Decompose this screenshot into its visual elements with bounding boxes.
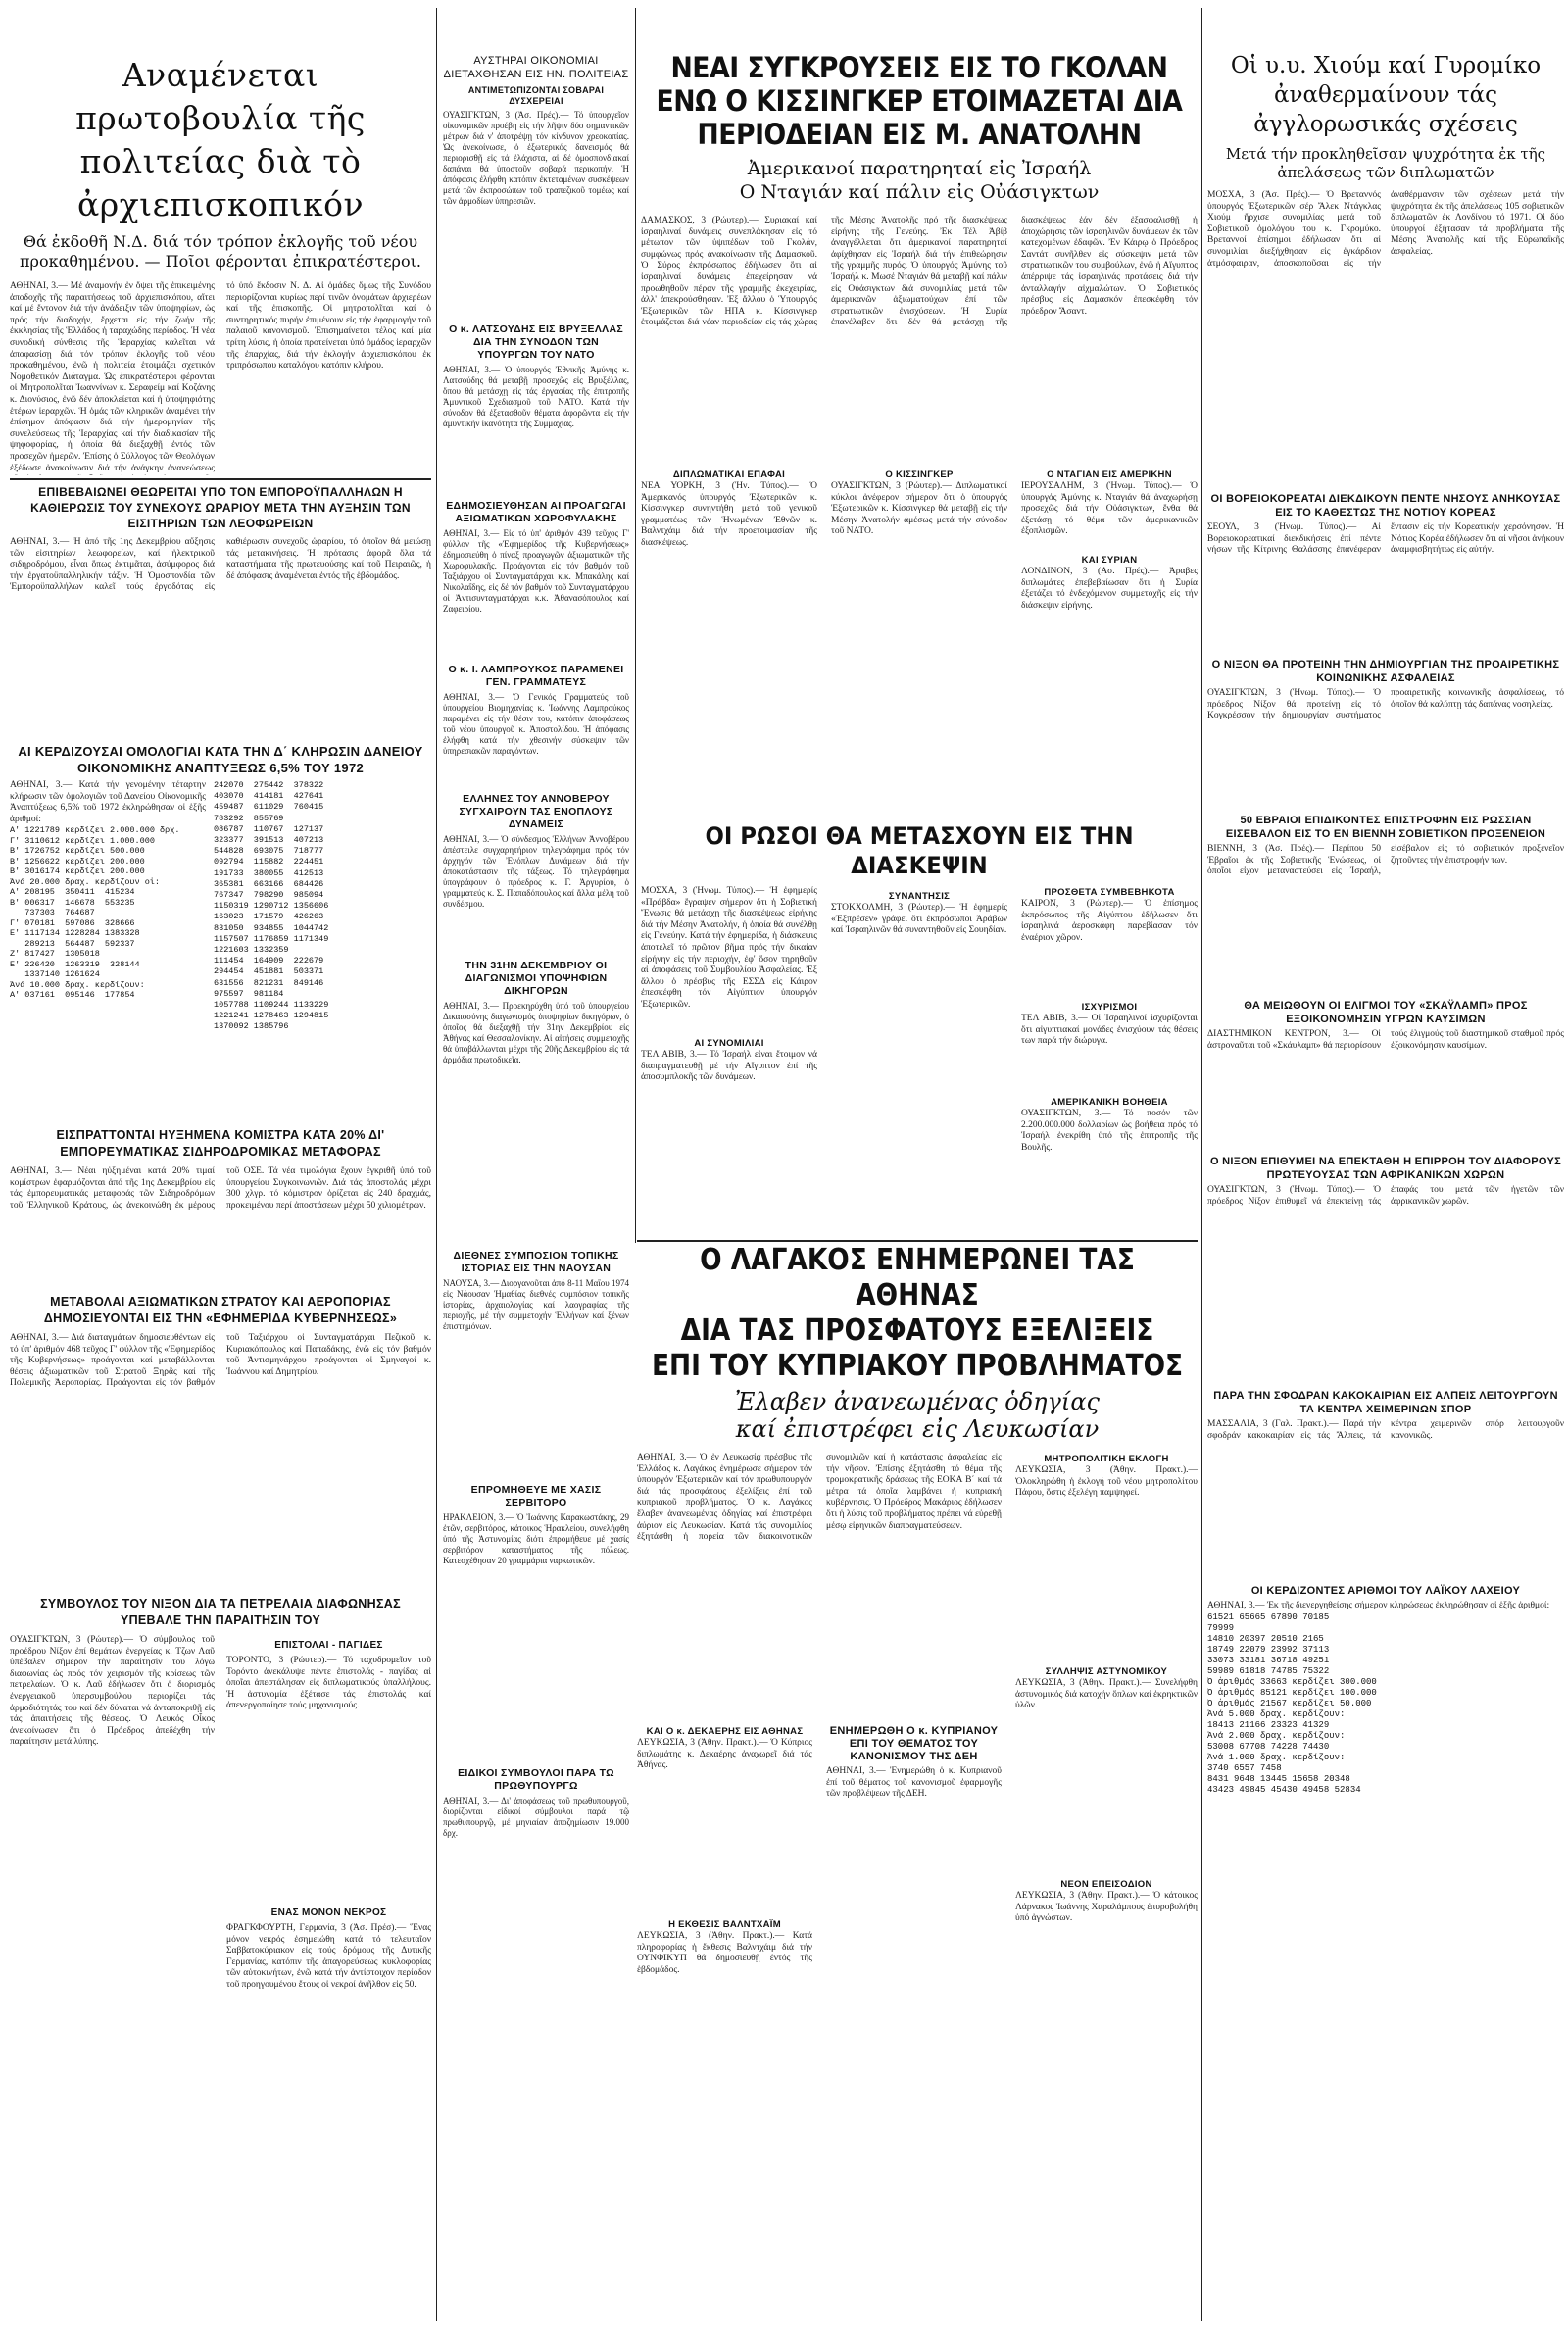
archbishop-subhead: Θά ἐκδοθῆ Ν.Δ. διά τόν τρόπον ἐκλογῆς τοῦ νέου προκαθημένου. — Ποῖοι φέρονται ἐπικρατέστεροι. [20,232,421,271]
police-arrest-body: ΛΕΥΚΩΣΙΑ, 3 (Ἀθην. Πρακτ.).— Συνελήφθη ἀστυνομικός διά κατοχήν ὅπλων καί ἐκρηκτικῶν ὑλῶν. [1015,1678,1198,1711]
russians-story [641,821,1198,1233]
diplomatic-contacts-body: ΝΕΑ ΥΟΡΚΗ, 3 (Ἡν. Τύπος).— Ὁ Ἀμερικανός ὑπουργός Ἐξωτερικῶν κ. Κίσσινγκερ συνηντήθη μετά τοῦ γενικοῦ γραμματέως τῶν Ἡνωμένων Ἐθνῶν κ. Βαλντχάιμ διά τήν προετοιμασίαν τῆς διασκέψεως. [641,481,817,548]
meeting-headline: ΣΥΝΑΝΤΗΣΙΣ [888,891,951,902]
column-divider [436,8,437,2321]
syria-headline: ΚΑΙ ΣΥΡΙΑΝ [1081,555,1138,566]
lottery-numbers: 61521 65665 67890 70185 79999 14810 20397 20510 2165 18749 22079 23992 37113 33073 33181 36718 49251 59989 61818 74785 75322 Ὁ ἀριθμός 33663 κερδίζει 300.000 Ὁ ἀριθμός 85121 κερδίζει 100.000 Ὁ ἀριθμός 21567 κερδίζει 50.000 Ἀνά 5.000 δραχ. κερδίζουν: 18413 21166 23323 41329 Ἀνά 2.000 δραχ. κερδίζουν: 53008 67708 74228 74430 Ἀνά 1.000 δραχ. κερδίζουν: 3740 6557 7458 8431 9648 13445 15658 20348 43423 49845 45430 49458 52834 [1207,1611,1377,1795]
incidents-headline: ΠΡΟΣΘΕΤΑ ΣΥΜΒΕΒΗΚΟΤΑ [1044,887,1175,898]
north-korea-body: ΣΕΟΥΛ, 3 (Ἡνωμ. Τύπος).— Αἱ Βορειοκορεατικαί διεκδικήσεις ἐπί πέντε νήσων τῆς Κίτρινης Θαλάσσης ἐπανέφεραν ἔντασιν εἰς τήν Κορεατικήν χερσόνησον. Ἡ Νότιος Κορέα ἐδήλωσεν ὅτι αἱ νῆσοι ἀνήκουν ἀναμφισβητήτως εἰς αὐτήν. [1207,522,1564,556]
oil-advisor-body: ΟΥΑΣΙΓΚΤΩΝ, 3 (Ρώυτερ).— Ὁ σύμβουλος τοῦ προέδρου Νίξον ἐπί θεμάτων ἐνεργείας κ. Τζων Λαῦ ὑπέβαλεν σήμερον τήν παραίτησίν του λόγω διαφωνίας ὡς πρός τόν χειρισμόν τῆς κρίσεως τῶν πετρελαίων. Ὁ κ. Λαῦ ἐδήλωσεν ὅτι ὁ διορισμός ἐνεργειακοῦ ὑπερσυμβούλου περιορίζει τάς ἁρμοδιότητάς του καί δέν δύναται νά ἀνταποκριθῇ εἰς τάς ἀπαιτήσεις τῆς θέσεως. Ὁ Λευκός Οἶκος ἀνεκοίνωσεν ὅτι ὁ Πρόεδρος ἀπεδέχθη τήν παραίτησιν μετά λύπης. [10,1635,215,1748]
jews-vienna-body: ΒΙΕΝΝΗ, 3 (Ἀσ. Πρές).— Περίπου 50 Ἑβραῖοι ἐκ τῆς Σοβιετικῆς Ἑνώσεως, οἱ ὁποῖοι εἶχον μεταναστεύσει εἰς Ἰσραήλ, εἰσέβαλον εἰς τό σοβιετικόν προξενεῖον ζητοῦντες τήν ἐπιστροφήν των. [1207,844,1564,877]
diplomatic-contacts-headline: ΔΙΠΛΩΜΑΤΙΚΑΙ ΕΠΑΦΑΙ [672,470,786,480]
nato-minister-headline: Ο κ. ΛΑΤΣΟΥΔΗΣ ΕΙΣ ΒΡΥΞΕΛΛΑΣ ΔΙΑ ΤΗΝ ΣΥΝΟΔΟΝ ΤΩΝ ΥΠΟΥΡΓΩΝ ΤΟΥ ΝΑΤΟ [449,323,623,361]
cyprus-body: ΑΘΗΝΑΙ, 3.— Ὁ ἐν Λευκωσίᾳ πρέσβυς τῆς Ἑλλάδος κ. Λαγάκος ἐνημέρωσε σήμερον τόν ὑπουργόν Ἐξωτερικῶν καί τόν πρωθυπουργόν διά τάς προσφάτους ἐξελίξεις ἐπί τοῦ κυπριακοῦ προβλήματος. Ὁ κ. Λαγάκος ἔλαβεν ἀνανεωμένας ὁδηγίας καί ἐπιστρέφει ἀύριον εἰς Λευκωσίαν. Κατά τάς συνομιλίας ἐξητάσθη ἡ πορεία τῶν διακοινοτικῶν συνομιλιῶν καί ἡ κατάστασις ἀσφαλείας εἰς τήν νῆσον. Ἐπίσης ἐξητάσθη τό θέμα τῆς τρομοκρατικῆς δράσεως τῆς ΕΟΚΑ Β΄ καί τά μέτρα τά ὁποῖα λαμβάνει ἡ κυπριακή κυβέρνησις. Ὁ Πρόεδρος Μακάριος ἐδήλωσεν ὅτι ἡ λύσις τοῦ προβλήματος πρέπει νά εὑρεθῇ μέσῳ εἰρηνικῶν διαπραγματεύσεων. [637,1453,1002,1543]
cyprus-headline-1: Ο ΛΑΓΑΚΟΣ ΕΝΗΜΕΡΩΝΕΙ ΤΑΣ ΑΘΗΝΑΣ [700,1243,1135,1312]
talks-headline: ΑΙ ΣΥΝΟΜΙΛΙΑΙ [694,1038,764,1049]
gendarmerie-body: ΑΘΗΝΑΙ, 3.— Εἰς τό ὑπ' ἀριθμόν 439 τεῦχος Γ' φύλλον τῆς «Ἐφημερίδος τῆς Κυβερνήσεως» ἐδημοσιεύθη ὁ πίναξ προαγωγῶν ἀξιωματικῶν τῆς Χωροφυλακῆς. Προάγονται εἰς τόν βαθμόν τοῦ Ταξιάρχου οἱ Συνταγματάρχαι κ.κ. Μπακάλης καί Νικολαΐδης, εἰς δέ τόν βαθμόν τοῦ Συνταγματάρχου οἱ Ἀντισυνταγματάρχαι κ.κ. Ἀθανασόπουλος καί Ζαφειρίου. [443,528,629,614]
secretary-body: ΑΘΗΝΑΙ, 3.— Ὁ Γενικός Γραμματεύς τοῦ ὑπουργείου Βιομηχανίας κ. Ἰωάννης Λαμπρούκος παραμένει εἰς τήν θέσιν του, κατόπιν ἀποφάσεως τοῦ νέου ὑπουργοῦ κ. Ἀποστολίδου. Ἡ ἀπόφασις ἐλήφθη κατά τήν χθεσινήν σύσκεψιν τῶν ὑπηρεσιακῶν παραγόντων. [443,692,629,756]
archbishop-body: ΑΘΗΝΑΙ, 3.— Μέ ἀναμονήν ἐν ὄψει τῆς ἐπικειμένης ἀποδοχῆς τῆς παραιτήσεως τοῦ ἀρχιεπισκόπου, αἴτει καί μέ ἔντονον διά τήν ἀνάδειξιν τῶν ὑποψηφίων, ὡς πρός τήν διαδοχήν, ἔρχεται εἰς τήν ζωήν τῆς ἐκκλησίας τῆς Ἑλλάδος ἡ ταραχώδης περίοδος. Ἡ νέα συνοδική σύνθεσις τῆς Ἱεραρχίας καλεῖται νά ἀποφασίσῃ διά τόν τρόπον ἐκλογῆς τοῦ νέου προκαθημένου, ἐνῶ ἡ πολιτεία ἑτοιμάζει σχετικόν Νομοθετικόν Διάταγμα. Ὡς ἐπικρατέστεροι φέρονται οἱ Μητροπολῖται Ἰωαννίνων κ. Σεραφείμ καί Κοζάνης κ. Διονύσιος, ἐνῶ δέν ἀποκλείεται καί ἡ ὑποψηφιότης ἑτέρων ἱεραρχῶν. Ἡ ὁμάς τῶν κληρικῶν ἀναμένει τήν ἐπίσημον ἀπόφασιν διά τήν ἡμερομηνίαν τῆς συνελεύσεως τῆς Ἱεραρχίας καί τήν διαδικασίαν τῆς ψηφοφορίας, ἡ ὁποία θά διεξαχθῇ ἐντός τῶν προσεχῶν ἡμερῶν. Ἐπίσης ὁ Σύλλογος τῶν Θεολόγων ἐξέδωσε ἀνακοίνωσιν διά τήν ἀνάγκην ἀνανεώσεως [10,281,215,473]
lawyers-story [443,960,629,1094]
archbishop-story [10,54,431,475]
claims-body: ΤΕΛ ΑΒΙΒ, 3.— Οἱ Ἰσραηλινοί ἰσχυρίζονται ὅτι αἰγυπτιακαί μονάδες ἐνισχύουν τάς θέσεις των παρά τήν διώρυγα. [1021,1014,1198,1047]
golan-subhead-2: Ο Νταγιάν καί πάλιν εἰς Οὐάσιγκτων [739,181,1100,203]
austerity-subhead: ΑΝΤΙΜΕΤΩΠΙΖΟΝΤΑΙ ΣΟΒΑΡΑΙ ΔΥΣΧΕΡΕΙΑΙ [467,85,605,106]
talks-body: ΤΕΛ ΑΒΙΒ, 3.— Τό Ἰσραήλ εἶναι ἕτοιμον νά διαπραγματευθῇ μέ τήν Αἴγυπτον ἐπί τῆς ἀποσυμπλοκῆς τῶν δυνάμεων. [641,1050,817,1083]
meeting-body: ΣΤΟΚΧΟΛΜΗ, 3 (Ρώυτερ).— Ἡ ἐφημερίς «Ἐξπρέσεν» γράφει ὅτι ἐκπρόσωποι Ἀράβων καί Ἰσραηλινῶν θά συναντηθοῦν εἰς Σουηδίαν. [831,903,1007,936]
africa-body: ΟΥΑΣΙΓΚΤΩΝ, 3 (Ἡνωμ. Τύπος).— Ὁ πρόεδρος Νίξον ἐπιθυμεῖ νά ἐπεκτείνῃ τάς ἐπαφάς του μετά τῶν ἡγετῶν τῶν ἀφρικανικῶν χωρῶν. [1207,1185,1564,1207]
bond-numbers-left: Α' 1221789 κερδίζει 2.000.000 δρχ. Γ' 3110612 κερδίζει 1.000.000 Β' 1726752 κερδίζει 500.000 Β' 1256622 κερδίζει 200.000 Β' 3016174 κερδίζει 200.000 Ἀνά 20.000 δραχ. κερδίζουν οἱ: Α' 208195 350411 415234 Β' 006317 146678 553235 737303 764687 Γ' 070181 597086 328666 Ε' 1117134 1228284 1383328 289213 564487 592337 Ζ' 817427 1305018 Ε' 226420 1263319 328144 1337140 1261624 Ἀνά 10.000 δραχ. κερδίζουν: Α' 037161 095146 177854 [10,825,180,1001]
officers-headline: ΜΕΤΑΒΟΛΑΙ ΑΞΙΩΜΑΤΙΚΩΝ ΣΤΡΑΤΟΥ ΚΑΙ ΑΕΡΟΠΟΡΙΑΣ ΔΗΜΟΣΙΕΥΟΝΤΑΙ ΕΙΣ ΤΗΝ «ΕΦΗΜΕΡΙΔΑ ΚΥΒΕΡΝΗΣΕΩΣ» [43,1295,398,1325]
bond-draw-headline: ΑΙ ΚΕΡΔΙΖΟΥΣΑΙ ΟΜΟΛΟΓΙΑΙ ΚΑΤΑ ΤΗΝ Δ΄ ΚΛΗΡΩΣΙΝ ΔΑΝΕΙΟΥ ΟΙΚΟΝΟΜΙΚΗΣ ΑΝΑΠΤΥΞΕΩΣ 6,5% ΤΟΥ 1972 [18,744,423,775]
austerity-body: ΟΥΑΣΙΓΚΤΩΝ, 3 (Ἀσ. Πρές).— Τό ὑπουργεῖον οἰκονομικῶν προέβη εἰς τήν λῆψιν δύο σημαντικῶν μέτρων διά ν' ἀποτρέψῃ τόν κίνδυνον χρεοκοπίας. Ὡς ἀνεκοίνωσε, ὁ ἐξωτερικός δανεισμός θά περιορισθῇ εἰς τά ἐλάχιστα, αἱ δέ ὁμοσπονδιακαί δαπάναι θά ὑποστοῦν σοβαρά περικοπήν. Ἡ ἀπόφασις ἐλήφθη κατόπιν ἐκτεταμένων συσκέψεων μετά τῶν ἐκπροσώπων τοῦ τραπεζικοῦ τομέως καί τῶν ἁρμοδίων ὑπηρεσιῶν. [443,110,629,206]
hanover-body: ΑΘΗΝΑΙ, 3.— Ὁ σύνδεσμος Ἑλλήνων Ἀννοβέρου ἀπέστειλε συγχαρητήριον τηλεγράφημα πρός τόν ἀρχηγόν τῶν Ἐνόπλων Δυνάμεων διά τήν ἀποκατάστασιν τῆς τάξεως. Τό τηλεγράφημα ὑπογράφουν ὁ πρόεδρος κ. Γ. Ἀργυρίου, ὁ γραμματεύς κ. Σ. Παπαδόπουλος καί ἄλλα μέλη τοῦ συνδέσμου. [443,834,629,909]
one-dead-headline: ΕΝΑΣ ΜΟΝΟΝ ΝΕΚΡΟΣ [270,1907,387,1918]
archbishop-body-cont: τό ὑπό ἔκδοσιν Ν. Δ. Αἱ ὁμάδες ὅμως τῆς Συνόδου περιορίζονται κυρίως περί τινῶν ὀνομάτων ἀρχιερέων καί τῆς ἐπισκοπῆς. Οἱ μητροπολῖται καί ὁ συντηρητικός πυρήν ἐπιμένουν εἰς τήν ἐφαρμογήν τοῦ παλαιοῦ κανονισμοῦ. Ἐπισημαίνεται τέλος καί μία τρίτη λύσις, ἡ ὁποία προτείνεται ὑπό ὁμάδος ἱεραρχῶν τῆς ἐπαρχίας, διά τήν ἐκλογήν ἀρχιεπισκόπου ἐκ τριπρόσωπου καταλόγου κατόπιν κλήρου. [226,281,431,371]
home-gromyko-body: ΜΟΣΧΑ, 3 (Ἀσ. Πρές).— Ὁ Βρεταννός ὑπουργός Ἐξωτερικῶν σέρ Ἄλεκ Ντάγκλας Χιούμ ἤρχισε συνομιλίας μετά τοῦ Σοβιετικοῦ ὁμολόγου του κ. Γκρομύκο. Βρεταννοί ἐπίσημοι ἐδήλωσαν ὅτι αἱ συνομιλίαι διεξήχθησαν εἰς ἐγκάρδιον ἀτμόσφαιραν, ἀποσκοποῦσαι εἰς τήν ἀναθέρμανσιν τῶν σχέσεων μετά τήν ψυχρότητα ἐκ τῆς ἀπελάσεως 105 σοβιετικῶν διπλωματῶν ἐκ Λονδίνου τό 1971. Οἱ δύο ὑπουργοί ἐξήτασαν τά προβλήματα τῆς Μέσης Ἀνατολῆς καί τῆς Εὐρωπαϊκῆς ἀσφαλείας. [1207,190,1564,269]
oil-advisor-story [10,1596,431,2321]
dayan-headline: Ο ΝΤΑΓΙΑΝ ΕΙΣ ΑΜΕΡΙΚΗΝ [1047,470,1172,480]
russians-headline: ΟΙ ΡΩΣΟΙ ΘΑ ΜΕΤΑΣΧΟΥΝ ΕΙΣ ΤΗΝ ΔΙΑΣΚΕΨΙΝ [705,822,1134,879]
nato-minister-story [443,323,629,492]
golan-story [641,51,1198,835]
symposium-headline: ΔΙΕΘΝΕΣ ΣΥΜΠΟΣΙΟΝ ΤΟΠΙΚΗΣ ΙΣΤΟΡΙΑΣ ΕΙΣ ΤΗΝ ΝΑΟΥΣΑΝ [453,1250,619,1274]
nato-minister-body: ΑΘΗΝΑΙ, 3.— Ὁ ὑπουργός Ἐθνικῆς Ἀμύνης κ. Λατσούδης θά μεταβῇ προσεχῶς εἰς Βρυξέλλας, ὅπου θά μετάσχῃ εἰς τάς ἐργασίας τῆς ἐπιτροπῆς Ἀμυντικοῦ Σχεδιασμοῦ τοῦ ΝΑΤΟ. Κατά τήν σύνοδον θά ἐξετασθοῦν θέματα ἀφορῶντα εἰς τήν ἀμυντικήν ἱκανότητα τῆς Συμμαχίας. [443,365,629,428]
secretary-story [443,664,629,785]
column-2 [443,54,629,1245]
home-gromyko-subhead: Μετά τήν προκληθεῖσαν ψυχρότητα ἐκ τῆς ἀπελάσεως τῶν διπλωματῶν [1225,145,1546,181]
section-divider [10,478,431,480]
police-arrest-headline: ΣΥΛΛΗΨΙΣ ΑΣΤΥΝΟΜΙΚΟΥ [1045,1666,1168,1677]
waldheim-headline: Η ΕΚΘΕΣΙΣ ΒΑΛΝΤΧΑΪΜ [668,1919,781,1930]
archbishop-headline: Αναμένεται πρωτοβουλία τῆς πολιτείας διὰ τὸ ἀρχιεπισκοπικόν [75,56,366,223]
kissinger-body: ΟΥΑΣΙΓΚΤΩΝ, 3 (Ρώυτερ).— Διπλωματικοί κύκλοι ἀνέφερον σήμερον ὅτι ὁ ὑπουργός Ἐξωτερικῶν κ. Κίσσινγκερ θά μεταβῇ εἰς τήν Μέσην Ἀνατολήν ἀμέσως μετά τήν σύνοδον τοῦ ΝΑΤΟ. [831,481,1007,537]
bond-numbers-right: 242070 275442 378322 403070 414181 427641 459487 611029 760415 783292 855769 086787 110767 127137 323377 391513 407213 544828 693075 718777 092794 115882 224451 191733 380055 412513 365381 663166 684426 767347 798290 985094 1150319 1290712 1356606 163023 171579 426263 831050 934855 1044742 1157507 1176859 1171349 1221603 1332359 111454 164909 222679 294454 451881 503371 631556 821231 849146 975597 981184 1057788 1109244 1133229 1221241 1278463 1294815 1370092 1385796 [214,780,329,1032]
dekaeris-body: ΛΕΥΚΩΣΙΑ, 3 (Ἀθην. Πρακτ.).— Ὁ Κύπριος διπλωμάτης κ. Δεκαέρης ἀναχωρεῖ διά τάς Ἀθήνας. [637,1738,812,1771]
shop-hours-headline: ΕΠΙΒΕΒΑΙΩΝΕΙ ΘΕΩΡΕΙΤΑΙ ΥΠΟ ΤΟΝ ΕΜΠΟΡΟΫΠΑΛΛΗΛΩΝ Η ΚΑΘΙΕΡΩΣΙΣ ΤΟΥ ΣΥΝΕΧΟΥΣ ΩΡΑΡΙΟΥ ΜΕΤΑ ΤΗΝ ΑΥΞΗΣΙΝ ΤΩΝ ΕΙΣΙΤΗΡΙΩΝ ΤΩΝ ΛΕΟΦΩΡΕΙΩΝ [30,485,411,530]
kissinger-headline: Ο ΚΙΣΣΙΝΓΚΕΡ [885,470,954,480]
hashish-headline: ΕΠΡΟΜΗΘΕΥΕ ΜΕ ΧΑΣΙΣ ΣΕΡΒΙΤΟΡΟ [470,1484,602,1509]
jews-vienna-headline: 50 ΕΒΡΑΙΟΙ ΕΠΙΔΙΚΟΝΤΕΣ ΕΠΙΣΤΡΟΦΗΝ ΕΙΣ ΡΩΣΣΙΑΝ ΕΙΣΕΒΑΛΟΝ ΕΙΣ ΤΟ ΕΝ ΒΙΕΝΝΗ ΣΟΒΙΕΤΙΚΟΝ ΠΡΟΞΕΝΕΙΟΝ [1225,815,1546,840]
advisors-body: ΑΘΗΝΑΙ, 3.— Δι' ἀποφάσεως τοῦ πρωθυπουργοῦ, διορίζονται εἰδικοί σύμβουλοι παρά τῷ πρωθυπουργῷ, μέ μηνιαίαν ἀποζημίωσιν 19.000 δρχ. [443,1796,629,1838]
claims-headline: ΙΣΧΥΡΙΣΜΟΙ [1081,1002,1138,1013]
lawyers-body: ΑΘΗΝΑΙ, 3.— Προεκηρύχθη ὑπό τοῦ ὑπουργείου Δικαιοσύνης διαγωνισμός ὑποψηφίων δικηγόρων, ὁ ὁποῖος θά διεξαχθῇ τήν 31ην Δεκεμβρίου εἰς Ἀθήνας καί Θεσσαλονίκην. Αἱ αἰτήσεις συμμετοχῆς θά ὑποβάλλωνται μέχρι τῆς 20ῆς Δεκεμβρίου εἰς τά ἁρμόδια πρωτοδικεῖα. [443,1001,629,1064]
lawyers-headline: ΤΗΝ 31ΗΝ ΔΕΚΕΜΒΡΙΟΥ ΟΙ ΔΙΑΓΩΝΙΣΜΟΙ ΥΠΟΨΗΦΙΩΝ ΔΙΚΗΓΟΡΩΝ [465,960,608,997]
home-gromyko-headline: Οἱ υ.υ. Χιούμ καί Γυρομίκο ἀναθερμαίνουν τάς ἀγγλορωσικάς σχέσεις [1230,53,1542,137]
hanover-headline: ΕΛΛΗΝΕΣ ΤΟΥ ΑΝΝΟΒΕΡΟΥ ΣΥΓΧΑΙΡΟΥΝ ΤΑΣ ΕΝΟΠΛΟΥΣ ΔΥΝΑΜΕΙΣ [459,793,613,830]
rail-freight-headline: ΕΙΣΠΡΑΤΤΟΝΤΑΙ ΗΥΞΗΜΕΝΑ ΚΟΜΙΣΤΡΑ ΚΑΤΑ 20% ΔΙ' ΕΜΠΟΡΕΥΜΑΤΙΚΑΣ ΣΙΔΗΡΟΔΡΟΜΙΚΑΣ ΜΕΤΑΦΟΡΑΣ [56,1128,385,1159]
shop-hours-body: ΑΘΗΝΑΙ, 3.— Ἡ ἀπό τῆς 1ης Δεκεμβρίου αὔξησις τῶν εἰσιτηρίων λεωφορείων, καί ἠλεκτρικοῦ σιδηροδρόμου, εἶναι ὅπως ἐκτιμᾶται, ἀσύμφορος διά τήν ἐργατοϋπαλληλικήν τάξιν. Ἡ Ὁμοσπονδία τῶν Ἐμποροϋπαλλήλων καλεῖ τούς ἐργοδότας εἰς καθιέρωσιν συνεχοῦς ὡραρίου, τό ὁποῖον θά μειώσῃ τάς μετακινήσεις. Ἡ πρότασις ἀφορᾶ ὅλα τά καταστήματα τῆς πρωτευούσης καί τοῦ Πειραιῶς, ἡ δέ ἀπόφασις ἀναμένεται ἐντός τῆς ἑβδομάδος. [10,537,431,593]
waldheim-body: ΛΕΥΚΩΣΙΑ, 3 (Ἀθην. Πρακτ.).— Κατά πληροφορίας ἡ ἔκθεσις Βαλντχάιμ διά τήν ΟΥΝΦΙΚΥΠ θά δημοσιευθῇ ἐντός τῆς ἑβδομάδος. [637,1931,812,1975]
gendarmerie-headline: ΕΔΗΜΟΣΙΕΥΘΗΣΑΝ ΑΙ ΠΡΟΑΓΩΓΑΙ ΑΞΙΩΜΑΤΙΚΩΝ ΧΩΡΟΦΥΛΑΚΗΣ [446,500,626,524]
alps-headline: ΠΑΡΑ ΤΗΝ ΣΦΟΔΡΑΝ ΚΑΚΟΚΑΙΡΙΑΝ ΕΙΣ ΑΛΠΕΙΣ ΛΕΙΤΟΥΡΓΟΥΝ ΤΑ ΚΕΝΤΡΑ ΧΕΙΜΕΡΙΝΩΝ ΣΠΟΡ [1213,1390,1558,1415]
dayan-body: ΙΕΡΟΥΣΑΛΗΜ, 3 (Ἡνωμ. Τύπος).— Ὁ ὑπουργός Ἀμύνης κ. Νταγιάν θά ἀναχωρήσῃ προσεχῶς διά τήν Οὐάσιγκτων, ἔνθα θά ἐξετάσῃ τό θέμα τῶν ἀμερικανικῶν ἐξοπλισμῶν. [1021,481,1198,537]
africa-headline: Ο ΝΙΞΟΝ ΕΠΙΘΥΜΕΙ ΝΑ ΕΠΕΚΤΑΘΗ Η ΕΠΙΡΡΟΗ ΤΟΥ ΔΙΑΦΟΡΟΥΣ ΠΡΩΤΕΥΟΥΣΑΣ ΤΩΝ ΑΦΡΙΚΑΝΙΚΩΝ ΧΩΡΩΝ [1209,1156,1562,1181]
incidents-body: ΚΑΙΡΟΝ, 3 (Ρώυτερ).— Ὁ ἐπίσημος ἐκπρόσωπος τῆς Αἰγύπτου ἐδήλωσεν ὅτι ἰσραηλινά ἀεροσκάφη παρεβίασαν τόν ἐναέριον χῶρον. [1021,899,1198,943]
skylab-body: ΔΙΑΣΤΗΜΙΚΟΝ ΚΕΝΤΡΟΝ, 3.— Οἱ ἀστροναῦται τοῦ «Σκάυλαμπ» θά περιορίσουν τούς ἑλιγμούς τοῦ διαστημικοῦ σταθμοῦ πρός ἐξοικονόμησιν καυσίμων. [1207,1029,1564,1051]
column-divider [1201,8,1202,2321]
advisors-story [443,1767,629,1992]
new-incident-headline: ΝΕΟΝ ΕΠΕΙΣΟΔΙΟΝ [1060,1879,1152,1890]
cyprus-subhead-1: Ἐλαβεν ἀνανεωμένας ὁδηγίας [735,1388,1100,1415]
bond-draw-story [10,743,431,1127]
lottery-intro: ΑΘΗΝΑΙ, 3.— Ἐκ τῆς διενεργηθείσης σήμερον κληρώσεως ἐκληρώθησαν οἱ ἑξῆς ἀριθμοί: [1207,1601,1550,1610]
cyprus-headline-2: ΔΙΑ ΤΑΣ ΠΡΟΣΦΑΤΟΥΣ ΕΞΕΛΙΞΕΙΣ [680,1313,1154,1348]
golan-subhead-1: Ἀμερικανοί παρατηρηταί εἰς Ἰσραήλ [747,158,1092,179]
shop-hours-story [10,484,431,739]
cyprus-story [637,1243,1198,2321]
one-dead-body: ΦΡΑΓΚΦΟΥΡΤΗ, Γερμανία, 3 (Ἀσ. Πρέσ).— Ἕνας μόνον νεκρός ἐσημειώθη κατά τό τελευταῖον Σαββατοκύριακον εἰς τούς δρόμους τῆς Δυτικῆς Γερμανίας, κατόπιν τῆς ἀπαγορεύσεως κυκλοφορίας τῶν αὐτοκινήτων, ἐνῶ κατά τήν ἀντίστοιχον περίοδον τοῦ προηγουμένου ἔτους οἱ νεκροί ἀνῆλθον εἰς 50. [226,1923,431,1990]
kyprianou-headline: ΕΝΗΜΕΡΩΘΗ Ο κ. ΚΥΠΡΙΑΝΟΥ ΕΠΙ ΤΟΥ ΘΕΜΑΤΟΣ ΤΟΥ ΚΑΝΟΝΙΣΜΟΥ ΤΗΣ ΔΕΗ [829,1725,999,1762]
alps-body: ΜΑΣΣΑΛΙΑ, 3 (Γαλ. Πρακτ.).— Παρά τήν σφοδράν κακοκαιρίαν εἰς τάς Ἄλπεις, τά κέντρα χειμερινῶν σπόρ λειτουργοῦν κανονικῶς. [1207,1419,1564,1441]
letter-bombs-headline: ΕΠΙΣΤΟΛΑΙ - ΠΑΓΙΔΕΣ [274,1640,383,1651]
secretary-headline: Ο κ. Ι. ΛΑΜΠΡΟΥΚΟΣ ΠΑΡΑΜΕΝΕΙ ΓΕΝ. ΓΡΑΜΜΑΤΕΥΣ [448,664,624,688]
column-4 [1207,51,1564,2321]
austerity-story [443,54,629,316]
syria-body: ΛΟΝΔΙΝΟΝ, 3 (Ἀσ. Πρές).— Ἀραβες διπλωμάτες ἐπεβεβαίωσαν ὅτι ἡ Συρία ἐξετάζει τό ἐνδεχόμενον συμμετοχῆς εἰς τήν διάσκεψιν εἰρήνης. [1021,567,1198,611]
officers-story [10,1294,431,1588]
symposium-body: ΝΑΟΥΣΑ, 3.— Διοργανοῦται ἀπό 8-11 Μαΐου 1974 εἰς Νάουσαν Ἡμαθίας διεθνές συμπόσιον τοπικῆς ἱστορίας, ἀρχαιολογίας καί λαογραφίας τῆς περιοχῆς, μέ τήν συμμετοχήν Ἑλλήνων καί ξένων ἐπιστημόνων. [443,1278,629,1331]
us-aid-headline: ΑΜΕΡΙΚΑΝΙΚΗ ΒΟΗΘΕΙΑ [1051,1097,1168,1108]
golan-body: ΔΑΜΑΣΚΟΣ, 3 (Ρώυτερ).— Συριακαί καί ἰσραηλιναί δυνάμεις συνεπλάκησαν εἰς τό μέτωπον τῶν ὑψιπέδων τοῦ Γκολάν, συμφώνως πρός ἀνακοίνωσιν τῆς Δαμασκοῦ. Ὁ Σύρος ἐκπρόσωπος ἐδήλωσεν ὅτι αἱ ἰσραηλιναί δυνάμεις ἐπεχείρησαν νά προωθηθοῦν πέραν τῆς γραμμῆς ἐκεχειρίας, ἀλλ' ἀπεκρούσθησαν. Ἐξ ἄλλου ὁ Ὑπουργός Ἐξωτερικῶν τῶν ΗΠΑ κ. Κίσσινγκερ ἑτοιμάζεται διά νέαν περιοδείαν εἰς τάς χώρας τῆς Μέσης Ἀνατολῆς πρό τῆς διασκέψεως εἰρήνης τῆς Γενεύης. Ἐκ Τέλ Ἀβίβ ἀναγγέλλεται ὅτι ἀμερικανοί παρατηρηταί ἀφίχθησαν εἰς Ἰσραήλ διά τήν ἐπιθεώρησιν τῆς γραμμῆς πυρός. Ὁ ὑπουργός Ἀμύνης τοῦ Ἰσραήλ κ. Μωσέ Νταγιάν θά μεταβῇ καί πάλιν εἰς Οὐάσιγκτων διά συνομιλίας μετά τῶν ἀμερικανῶν ἀξιωματούχων ἐπί τῶν στρατιωτικῶν ἐνισχύσεων. Ἡ Συρία ἐπανέλαβεν ὅτι δέν θά μετάσχῃ τῆς διασκέψεως ἐάν δέν ἐξασφαλισθῇ ἡ ἀποχώρησις τῶν ἰσραηλινῶν δυνάμεων ἐκ τῶν κατεχομένων ἐδαφῶν. Ἐν Κάιρῳ ὁ Πρόεδρος Σαντάτ συνῆλθεν εἰς σύσκεψιν μετά τῶν στρατιωτικῶν του συμβούλων, ἐνῶ ἡ Αἴγυπτος ἀπέρριψε τάς ἰσραηλινάς προτάσεις διά τήν ἀνταλλαγήν αἰχμαλώτων. Ὁ Σοβιετικός πρέσβυς εἰς Δαμασκόν ἐπεσκέφθη τόν πρόεδρον Ἄσαντ. [641,216,1198,328]
oil-advisor-headline: ΣΥΜΒΟΥΛΟΣ ΤΟΥ ΝΙΞΟΝ ΔΙΑ ΤΑ ΠΕΤΡΕΛΑΙΑ ΔΙΑΦΩΝΗΣΑΣ ΥΠΕΒΑΛΕ ΤΗΝ ΠΑΡΑΙΤΗΣΙΝ ΤΟΥ [40,1597,401,1627]
kyprianou-body: ΑΘΗΝΑΙ, 3.— Ἐνημερώθη ὁ κ. Κυπριανοῦ ἐπί τοῦ θέματος τοῦ κανονισμοῦ ἐφαρμογῆς τῶν προβλέψεων τῆς ΔΕΗ. [826,1766,1002,1800]
section-divider [637,1240,1198,1242]
metropolitan-headline: ΜΗΤΡΟΠΟΛΙΤΙΚΗ ΕΚΛΟΓΗ [1044,1454,1169,1464]
symposium-story [443,1250,629,1474]
skylab-headline: ΘΑ ΜΕΙΩΘΟΥΝ ΟΙ ΕΛΙΓΜΟΙ ΤΟΥ «ΣΚΑΫΛΑΜΠ» ΠΡΟΣ ΕΞΟΙΚΟΝΟΜΗΣΙΝ ΥΓΡΩΝ ΚΑΥΣΙΜΩΝ [1244,1000,1528,1025]
hashish-body: ΗΡΑΚΛΕΙΟΝ, 3.— Ὁ Ἰωάννης Καρακωστάκης, 29 ἐτῶν, σερβιτόρος, κάτοικος Ἡρακλείου, συνελήφθη ὑπό τῆς Ἀστυνομίας διότι ἐπρομήθευε μέ χασίς σερβιτόρον καταστήματος τῆς πόλεως. Κατεσχέθησαν 20 γραμμάρια ναρκωτικῶν. [443,1512,629,1565]
rail-freight-story [10,1127,431,1294]
column-divider [635,8,636,1243]
column-2-lower [443,1250,629,2318]
letter-bombs-body: ΤΟΡΟΝΤΟ, 3 (Ρώυτερ).— Τό ταχυδρομεῖον τοῦ Τορόντο ἀνεκάλυψε πέντε ἐπιστολάς - παγίδας αἱ ὁποῖαι ἀπεστάλησαν εἰς διπλωματικούς ὑπαλλήλους. Ἡ ἀστυνομία ἐξέτασε τάς ἐπιστολάς καί ἀπενεργοποίησε τούς μηχανισμούς. [226,1656,431,1711]
new-incident-body: ΛΕΥΚΩΣΙΑ, 3 (Ἀθην. Πρακτ.).— Ὁ κάτοικος Λάρνακος Ἰωάννης Χαραλάμπους ἐπυροβολήθη ὑπό ἀγνώστων. [1015,1891,1198,1924]
us-aid-body: ΟΥΑΣΙΓΚΤΩΝ, 3.— Τό ποσόν τῶν 2.200.000.000 δολλαρίων ὡς βοήθεια πρός τό Ἰσραήλ ἐνεκρίθη ὑπό τῆς ἐπιτροπῆς τῆς Βουλῆς. [1021,1109,1198,1153]
advisors-headline: ΕΙΔΙΚΟΙ ΣΥΜΒΟΥΛΟΙ ΠΑΡΑ ΤΩ ΠΡΩΘΥΠΟΥΡΓΩ [458,1767,614,1792]
rail-freight-body: ΑΘΗΝΑΙ, 3.— Νέαι ηὐξημέναι κατά 20% τιμαί κομίστρων ἐφαρμόζονται ἀπό τῆς 1ης Δεκεμβρίου εἰς τάς ἐμπορευματικάς μεταφοράς τῶν Σιδηροδρόμων τοῦ Ἑλληνικοῦ Κράτους, ὡς ἀνεκοινώθη ἐκ μέρους τοῦ ΟΣΕ. Τά νέα τιμολόγια ἔχουν ἐγκριθῆ ὑπό τοῦ ὑπουργείου Συγκοινωνιῶν. Διά τάς ἀποστολάς μέχρι 300 χλγρ. τό κόμιστρον ὁρίζεται εἰς 240 δραχμάς, προκειμένου περί ἀποστάσεων μέχρι 50 χιλιομέτρων. [10,1166,431,1211]
hashish-story [443,1484,629,1757]
officers-body: ΑΘΗΝΑΙ, 3.— Διά διαταγμάτων δημοσιευθέντων εἰς τό ὑπ' ἀριθμόν 468 τεῦχος Γ' φύλλον τῆς «Ἐφημερίδος τῆς Κυβερνήσεως» προάγονται καί μεταβάλλονται θέσεις ἀξιωματικῶν τοῦ Στρατοῦ Ξηρᾶς καί τῆς Πολεμικῆς Ἀεροπορίας. Προάγονται εἰς τόν βαθμόν τοῦ Ταξιάρχου οἱ Συνταγματάρχαι Πεζικοῦ κ. Κυριακόπουλος καί Παπαδάκης, ἐνῶ εἰς τόν βαθμόν τοῦ Ἀντισμηνάρχου προάγονται οἱ Σμηναγοί κ. Ἰωάννου καί Δημητρίου. [10,1333,431,1389]
social-security-headline: Ο ΝΙΞΟΝ ΘΑ ΠΡΟΤΕΙΝΗ ΤΗΝ ΔΗΜΙΟΥΡΓΙΑΝ ΤΗΣ ΠΡΟΑΙΡΕΤΙΚΗΣ ΚΟΙΝΩΝΙΚΗΣ ΑΣΦΑΛΕΙΑΣ [1211,659,1560,684]
hanover-story [443,793,629,952]
dekaeris-headline: ΚΑΙ Ο κ. ΔΕΚΑΕΡΗΣ ΕΙΣ ΑΘΗΝΑΣ [646,1726,804,1737]
bond-draw-intro: ΑΘΗΝΑΙ, 3.— Κατά τήν γενομένην τέταρτην κλήρωσιν τῶν ὁμολογιῶν τοῦ Δανείου Οἰκονομικῆς Ἀναπτύξεως 6,5% τοῦ 1972 ἐκληρώθησαν οἱ ἑξῆς ἀριθμοί: [10,780,206,824]
lottery-headline: ΟΙ ΚΕΡΔΙΖΟΝΤΕΣ ΑΡΙΘΜΟΙ ΤΟΥ ΛΑΪΚΟΥ ΛΑΧΕΙΟΥ [1250,1585,1521,1597]
cyprus-subhead-2: καί ἐπιστρέφει εἰς Λευκωσίαν [735,1415,1100,1443]
russians-body: ΜΟΣΧΑ, 3 (Ἡνωμ. Τύπος).— Ἡ ἐφημερίς «Πράβδα» ἔγραψεν σήμερον ὅτι ἡ Σοβιετική Ἕνωσις θά μετάσχῃ τῆς διασκέψεως εἰρήνης διά τήν Μέσην Ἀνατολήν, ἡ ὁποία θά συνέλθῃ εἰς Γενεύην. Κατά τήν ἐφημερίδα, ἡ διάσκεψις ἀποτελεῖ τό πρῶτον βῆμα πρός τήν δικαίαν εἰρήνην εἰς τήν περιοχήν, ἐφ' ὅσον τηρηθοῦν αἱ ἀποφάσεις τοῦ Συμβουλίου Ἀσφαλείας. Ἐξ ἄλλου ὁ πρέσβυς τῆς ΕΣΣΔ εἰς Κάιρον ἐπεσκέφθη τόν Αἰγύπτιον ὑπουργόν Ἐξωτερικῶν. [641,886,817,1010]
cyprus-headline-3: ΕΠΙ ΤΟΥ ΚΥΠΡΙΑΚΟΥ ΠΡΟΒΛΗΜΑΤΟΣ [651,1349,1184,1383]
gendarmerie-story [443,500,629,656]
golan-headline: ΝΕΑΙ ΣΥΓΚΡΟΥΣΕΙΣ ΕΙΣ ΤΟ ΓΚΟΛΑΝ ΕΝΩ Ο ΚΙΣΣΙΝΓΚΕΡ ΕΤΟΙΜΑΖΕΤΑΙ ΔΙΑ ΠΕΡΙΟΔΕΙΑΝ ΕΙΣ Μ. ΑΝΑΤΟΛΗΝ [656,51,1183,151]
north-korea-headline: ΟΙ ΒΟΡΕΙΟΚΟΡΕΑΤΑΙ ΔΙΕΚΔΙΚΟΥΝ ΠΕΝΤΕ ΝΗΣΟΥΣ ΑΝΗΚΟΥΣΑΣ ΕΙΣ ΤΟ ΚΑΘΕΣΤΩΣ ΤΗΣ ΝΟΤΙΟΥ ΚΟΡΕΑΣ [1210,493,1561,519]
social-security-body: ΟΥΑΣΙΓΚΤΩΝ, 3 (Ἡνωμ. Τύπος).— Ὁ πρόεδρος Νίξον θά προτείνῃ εἰς τό Κογκρέσσον τήν δημιουργίαν συστήματος προαιρετικῆς κοινωνικῆς ἀσφαλίσεως, τό ὁποῖον θά καλύπτῃ τάς δαπάνας νοσηλείας. [1207,688,1564,721]
metropolitan-body: ΛΕΥΚΩΣΙΑ, 3 (Ἀθην. Πρακτ.).— Ὁλοκληρώθη ἡ ἐκλογή τοῦ νέου μητροπολίτου Πάφου, ὅστις ἐξελέγη παμψηφεί. [1015,1465,1198,1499]
austerity-headline: ΑΥΣΤΗΡΑΙ ΟΙΚΟΝΟΜΙΑΙ ΔΙΕΤΑΧΘΗΣΑΝ ΕΙΣ ΗΝ. ΠΟΛΙΤΕΙΑΣ [443,55,629,80]
